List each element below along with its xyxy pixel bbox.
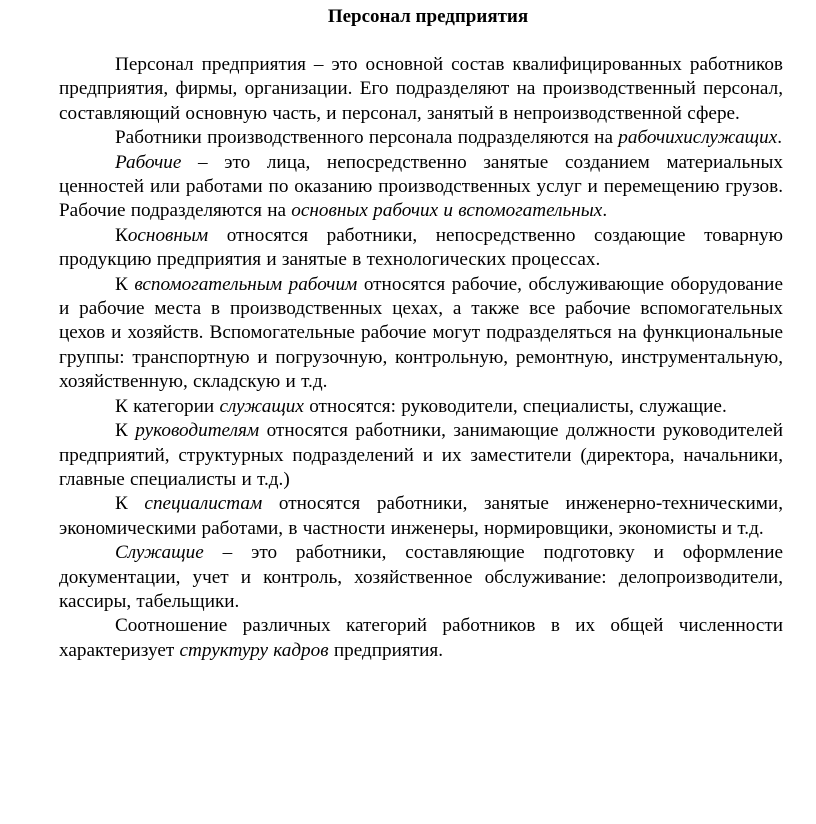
paragraph-auxiliary-workers (59, 273, 783, 395)
italic-term: основных рабочих и вспомогательных (291, 200, 603, 222)
paragraph-text: относятся работники, занятые инженерно-техническими, экономическими работами, в частности инженеры, нормировщики, экономисты и т.д. (59, 493, 783, 539)
italic-term: специалистам (144, 493, 263, 515)
italic-term: руководителям (135, 420, 260, 442)
paragraph-text: К (115, 224, 128, 246)
paragraph-text: К (115, 420, 136, 442)
paragraph-main-workers (59, 224, 783, 273)
paragraph-text: – это работники, составляющие подготовку и оформление документации, учет и контроль, хозяйственное обслуживание: делопроизводители, кассиры, табельщики. (59, 542, 783, 612)
italic-term: вспомогательным рабочим (134, 273, 358, 295)
italic-term: служащих (219, 395, 304, 417)
paragraph-text: . (777, 127, 783, 149)
paragraph-text: К (115, 493, 145, 515)
paragraph-specialists (59, 492, 783, 541)
document-page (59, 0, 783, 663)
paragraph-text: относятся: руководители, специалисты, служащие. (303, 395, 727, 417)
paragraph-text: . (602, 200, 608, 222)
italic-term: рабочихислужащих (618, 127, 778, 149)
paragraph-definition (59, 53, 783, 126)
italic-term: структуру кадров (179, 639, 329, 661)
paragraph-text: предприятия. (328, 639, 443, 661)
italic-term: Рабочие (115, 151, 182, 173)
italic-term: основным (127, 224, 209, 246)
paragraph-categories (59, 126, 783, 150)
paragraph-structure (59, 614, 783, 663)
italic-term: Служащие (115, 542, 204, 564)
paragraph-text: Работники производственного персонала подразделяются на (115, 127, 619, 149)
document-body (59, 53, 783, 663)
paragraph-text: К категории (115, 395, 220, 417)
paragraph-text: – это лица, непосредственно занятые созданием материальных ценностей или работами по оказанию производственных услуг и перемещению грузов. Рабочие подразделяются на (59, 151, 783, 222)
paragraph-text: К (115, 273, 135, 295)
paragraph-workers (59, 151, 783, 224)
paragraph-text: относятся рабочие, обслуживающие оборудование и рабочие места в производственных цехах, а также все рабочие вспомогательных цехов и хозяйств. Вспомогательные рабочие могут подразделяться на функциональные группы: транспортную и погрузочную, контрольную, ремонтную, инструментальную, хозяйственную, складскую и т.д. (59, 273, 783, 393)
page-title: Персонал предприятия (327, 6, 529, 27)
paragraph-employees (59, 395, 783, 419)
paragraph-text: Персонал предприятия – это основной состав квалифицированных работников предприятия, фирмы, организации. Его подразделяют на производственный персонал, составляющий основную часть, и персонал, занятый в непроизводственной сфере. (59, 54, 783, 124)
paragraph-text: Соотношение различных категорий работников в их общей численности характеризует (59, 615, 783, 661)
paragraph-managers (59, 419, 783, 492)
paragraph-text: относятся работники, занимающие должности руководителей предприятий, структурных подразделений и их заместители (директора, начальники, главные специалисты и т.д.) (59, 420, 783, 490)
paragraph-clerks (59, 541, 783, 614)
paragraph-text: относятся работники, непосредственно создающие товарную продукцию предприятия и занятые в технологических процессах. (59, 224, 783, 271)
